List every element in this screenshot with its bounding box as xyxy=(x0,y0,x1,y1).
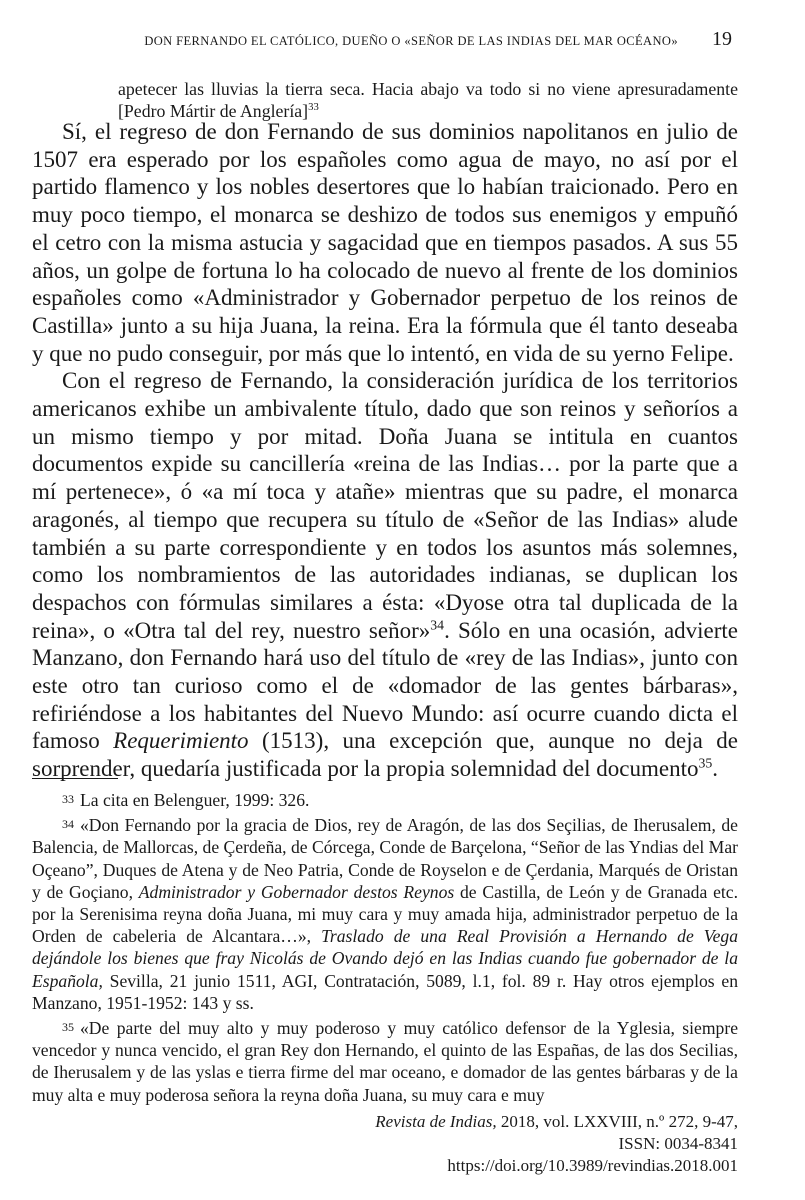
footnote-ref-34[interactable]: 34 xyxy=(430,617,445,632)
journal-citation xyxy=(360,1111,738,1155)
paragraph-2-part-a: Con el regreso de Fernando, la consideración jurídica de los territorios americanos exhibe un ambivalente título, dado que son reinos y señoríos a un mismo tiempo y por mitad. Doña Juana se intitula en cuantos documentos expide su cancillería «reina de las Indias… por la parte que a mí pertenece», ó «a mí toca y atañe» mientras que su padre, el monarca aragonés, al tiempo que recupera su título de «Señor de las Indias» alude también a su parte correspondiente y en todos los asuntos más solemnes, como los nombramientos de las autoridades indianas, se duplican los despachos con fórmulas similares a ésta: «Dyose otra tal duplicada de la reina», o «Otra tal del rey, nuestro señor» xyxy=(32,368,738,643)
footnote-separator xyxy=(32,778,118,779)
footnote-ref-33[interactable]: 33 xyxy=(308,101,319,114)
paragraph-2-part-b: . Sólo en una ocasión, advierte Manzano, don Fernando hará uso del título de «rey de las Indias», junto con este otro tan curioso como el de «domador de las gentes bárbaras», refiriéndose a los habitantes del Nuevo Mundo: así ocurre cuando dicta el famoso xyxy=(32,617,739,754)
requerimiento-title: Requerimiento xyxy=(113,728,249,754)
footnote-34-text-a: «Don Fernando por la gracia de Dios, rey de Aragón, de las dos Seçilias, de Iherusalem, de Balencia, de Mallorcas, de Çerdeña, de Córcega, Conde de Barçelona, “Señor de las Yndias del Mar Oçeano”, Duques de Atena y de Neo Patria, Conde de Royselon e de Çerdania, Marqués de Oristan y de Goçiano, xyxy=(32,815,738,902)
quote-text: apetecer las lluvias la tierra seca. Hacia abajo va todo si no viene apresuradamente [Pedro Mártir de Anglería] xyxy=(118,79,738,121)
paragraph-1: Sí, el regreso de don Fernando de sus dominios napolitanos en julio de 1507 era esperado por los españoles como agua de mayo, no así por el partido flamenco y los nobles desertores que lo habían traicionado. Pero en muy poco tiempo, el monarca se deshizo de todos sus enemigos y empuñó el cetro con la misma astucia y sagacidad que en tiempos pasados. A sus 55 años, un golpe de fortuna lo ha colocado de nuevo al frente de los dominios españoles como «Administrador y Gobernador perpetuo de los reinos de Castilla» junto a su hija Juana, la reina. Era la fórmula que él tanto deseaba y que no pudo conseguir, por más que lo intentó, en vida de su yerno Felipe. xyxy=(32,119,738,366)
footnote-ref-35[interactable]: 35 xyxy=(698,755,713,771)
footnote-35-text: «De parte del muy alto y muy poderoso y muy católico defensor de la Yglesia, siempre vencedor y nunca vencido, el gran Rey don Hernando, el quinto de las Españas, de las dos Secilias, de Iherusalem y de las yslas e tierra firme del mar oceano, e domador de las gentes bárbaras y de la muy alta e muy poderosa señora la reyna doña Juana, su muy cara e muy xyxy=(32,1018,738,1105)
footnote-34-italic-2: Traslado de una Real Provisión a Hernando de Vega dejándole los bienes que fray Nicolás de Ovando dejó en las Indias cuando fue gobernador de la Española, xyxy=(32,926,739,991)
journal-name: Revista de Indias, xyxy=(375,1112,497,1131)
footnote-33 xyxy=(32,788,738,811)
paragraph-2 xyxy=(32,367,738,783)
footnote-33-text: La cita en Belenguer, 1999: 326. xyxy=(80,790,310,810)
running-header: DON FERNANDO EL CATÓLICO, DUEÑO O «SEÑOR DE LAS INDIAS DEL MAR OCÉANO» xyxy=(144,34,678,48)
footnote-35 xyxy=(32,1016,738,1106)
footnote-35-number: 35 xyxy=(62,1020,74,1035)
footnotes xyxy=(32,788,738,1108)
paragraph-2-end: . xyxy=(712,756,719,782)
body-text xyxy=(32,118,738,783)
footnote-34-number: 34 xyxy=(62,817,74,832)
footnote-33-number: 33 xyxy=(62,792,74,806)
block-quote xyxy=(118,78,738,122)
footnote-34-text-b: de Castilla, de León y de Granada etc. por la Serenisima reyna doña Juana, mi muy cara y muy amada hija, administrador perpetuo de la Orden de cabeleria de Alcantara…», xyxy=(32,881,738,947)
page-number: 19 xyxy=(712,28,732,50)
page-footer xyxy=(360,1111,738,1177)
footnote-34 xyxy=(32,813,738,1014)
footnote-34-italic-1: Administrador y Gobernador destos Reynos xyxy=(138,881,455,902)
doi-link[interactable]: https://doi.org/10.3989/revindias.2018.001 xyxy=(447,1156,738,1175)
citation-details: 2018, vol. LXXVIII, n.º 272, 9-47, ISSN: 0034-8341 xyxy=(496,1112,738,1153)
paragraph-2-part-c: (1513), una excepción que, aunque no deja de sorprender, quedaría justificada por la propia solemnidad del documento xyxy=(32,728,738,782)
footnote-34-text-c: Sevilla, 21 junio 1511, AGI, Contratación, 5089, l.1, fol. 89 r. Hay otros ejemplos en Manzano, 1951-1952: 143 y ss. xyxy=(32,970,738,1013)
